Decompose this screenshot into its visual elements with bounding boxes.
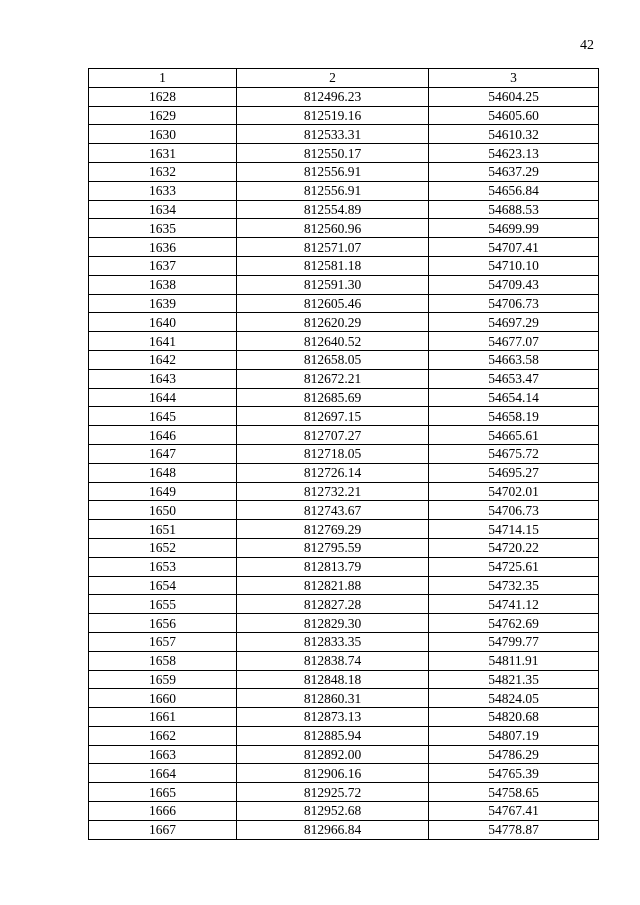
table-row: [89, 614, 599, 633]
table-row: [89, 520, 599, 539]
table-row: [89, 708, 599, 727]
x-coordinate-cell: 812581.18: [237, 256, 429, 275]
x-coordinate-cell: 812496.23: [237, 87, 429, 106]
y-coordinate-cell: 54605.60: [429, 106, 599, 125]
x-coordinate-cell: 812885.94: [237, 726, 429, 745]
y-coordinate-cell: 54821.35: [429, 670, 599, 689]
y-coordinate-cell: 54811.91: [429, 651, 599, 670]
table-row: [89, 651, 599, 670]
x-coordinate-cell: 812743.67: [237, 501, 429, 520]
table-row: [89, 369, 599, 388]
table-row: [89, 407, 599, 426]
table-row: [89, 426, 599, 445]
table-body: [89, 87, 599, 839]
point-number-cell: 1630: [89, 125, 237, 144]
y-coordinate-cell: 54709.43: [429, 275, 599, 294]
table-row: [89, 238, 599, 257]
table-row: [89, 576, 599, 595]
point-number-cell: 1647: [89, 444, 237, 463]
y-coordinate-cell: 54658.19: [429, 407, 599, 426]
table-row: [89, 350, 599, 369]
point-number-cell: 1656: [89, 614, 237, 633]
point-number-cell: 1640: [89, 313, 237, 332]
x-coordinate-cell: 812718.05: [237, 444, 429, 463]
x-coordinate-cell: 812556.91: [237, 162, 429, 181]
table-row: [89, 726, 599, 745]
x-coordinate-cell: 812952.68: [237, 802, 429, 821]
x-coordinate-cell: 812533.31: [237, 125, 429, 144]
table-row: [89, 444, 599, 463]
x-coordinate-cell: 812605.46: [237, 294, 429, 313]
table-row: [89, 557, 599, 576]
y-coordinate-cell: 54653.47: [429, 369, 599, 388]
y-coordinate-cell: 54714.15: [429, 520, 599, 539]
column-header-3: 3: [429, 69, 599, 88]
point-number-cell: 1664: [89, 764, 237, 783]
y-coordinate-cell: 54799.77: [429, 632, 599, 651]
table-row: [89, 764, 599, 783]
point-number-cell: 1637: [89, 256, 237, 275]
point-number-cell: 1648: [89, 463, 237, 482]
table-row: [89, 388, 599, 407]
table-row: [89, 595, 599, 614]
x-coordinate-cell: 812571.07: [237, 238, 429, 257]
table-row: [89, 632, 599, 651]
table-row: [89, 200, 599, 219]
table-row: [89, 275, 599, 294]
x-coordinate-cell: 812672.21: [237, 369, 429, 388]
y-coordinate-cell: 54665.61: [429, 426, 599, 445]
x-coordinate-cell: 812726.14: [237, 463, 429, 482]
y-coordinate-cell: 54778.87: [429, 820, 599, 839]
x-coordinate-cell: 812640.52: [237, 332, 429, 351]
point-number-cell: 1654: [89, 576, 237, 595]
point-number-cell: 1639: [89, 294, 237, 313]
y-coordinate-cell: 54656.84: [429, 181, 599, 200]
point-number-cell: 1653: [89, 557, 237, 576]
point-number-cell: 1642: [89, 350, 237, 369]
point-number-cell: 1659: [89, 670, 237, 689]
x-coordinate-cell: 812795.59: [237, 538, 429, 557]
point-number-cell: 1634: [89, 200, 237, 219]
column-header-1: 1: [89, 69, 237, 88]
point-number-cell: 1638: [89, 275, 237, 294]
point-number-cell: 1635: [89, 219, 237, 238]
point-number-cell: 1632: [89, 162, 237, 181]
point-number-cell: 1643: [89, 369, 237, 388]
table-row: [89, 820, 599, 839]
y-coordinate-cell: 54706.73: [429, 501, 599, 520]
y-coordinate-cell: 54707.41: [429, 238, 599, 257]
table-row: [89, 313, 599, 332]
point-number-cell: 1667: [89, 820, 237, 839]
x-coordinate-cell: 812925.72: [237, 783, 429, 802]
point-number-cell: 1662: [89, 726, 237, 745]
y-coordinate-cell: 54677.07: [429, 332, 599, 351]
y-coordinate-cell: 54824.05: [429, 689, 599, 708]
table-row: [89, 482, 599, 501]
table-row: [89, 670, 599, 689]
x-coordinate-cell: 812707.27: [237, 426, 429, 445]
y-coordinate-cell: 54786.29: [429, 745, 599, 764]
table-row: [89, 181, 599, 200]
coordinates-table: [88, 68, 599, 840]
y-coordinate-cell: 54697.29: [429, 313, 599, 332]
point-number-cell: 1652: [89, 538, 237, 557]
y-coordinate-cell: 54604.25: [429, 87, 599, 106]
x-coordinate-cell: 812860.31: [237, 689, 429, 708]
point-number-cell: 1663: [89, 745, 237, 764]
y-coordinate-cell: 54732.35: [429, 576, 599, 595]
table-row: [89, 538, 599, 557]
point-number-cell: 1633: [89, 181, 237, 200]
table-row: [89, 144, 599, 163]
point-number-cell: 1655: [89, 595, 237, 614]
y-coordinate-cell: 54695.27: [429, 463, 599, 482]
point-number-cell: 1661: [89, 708, 237, 727]
x-coordinate-cell: 812873.13: [237, 708, 429, 727]
point-number-cell: 1657: [89, 632, 237, 651]
y-coordinate-cell: 54702.01: [429, 482, 599, 501]
table-row: [89, 256, 599, 275]
y-coordinate-cell: 54725.61: [429, 557, 599, 576]
point-number-cell: 1650: [89, 501, 237, 520]
x-coordinate-cell: 812519.16: [237, 106, 429, 125]
y-coordinate-cell: 54758.65: [429, 783, 599, 802]
point-number-cell: 1666: [89, 802, 237, 821]
point-number-cell: 1651: [89, 520, 237, 539]
point-number-cell: 1658: [89, 651, 237, 670]
point-number-cell: 1644: [89, 388, 237, 407]
x-coordinate-cell: 812556.91: [237, 181, 429, 200]
point-number-cell: 1645: [89, 407, 237, 426]
y-coordinate-cell: 54610.32: [429, 125, 599, 144]
x-coordinate-cell: 812554.89: [237, 200, 429, 219]
y-coordinate-cell: 54741.12: [429, 595, 599, 614]
point-number-cell: 1646: [89, 426, 237, 445]
x-coordinate-cell: 812829.30: [237, 614, 429, 633]
x-coordinate-cell: 812906.16: [237, 764, 429, 783]
point-number-cell: 1628: [89, 87, 237, 106]
point-number-cell: 1649: [89, 482, 237, 501]
point-number-cell: 1660: [89, 689, 237, 708]
table-row: [89, 162, 599, 181]
y-coordinate-cell: 54654.14: [429, 388, 599, 407]
y-coordinate-cell: 54720.22: [429, 538, 599, 557]
y-coordinate-cell: 54706.73: [429, 294, 599, 313]
point-number-cell: 1631: [89, 144, 237, 163]
x-coordinate-cell: 812892.00: [237, 745, 429, 764]
y-coordinate-cell: 54767.41: [429, 802, 599, 821]
table-row: [89, 219, 599, 238]
x-coordinate-cell: 812620.29: [237, 313, 429, 332]
x-coordinate-cell: 812769.29: [237, 520, 429, 539]
y-coordinate-cell: 54623.13: [429, 144, 599, 163]
column-header-2: 2: [237, 69, 429, 88]
y-coordinate-cell: 54710.10: [429, 256, 599, 275]
y-coordinate-cell: 54765.39: [429, 764, 599, 783]
table-row: [89, 294, 599, 313]
y-coordinate-cell: 54637.29: [429, 162, 599, 181]
table-row: [89, 463, 599, 482]
x-coordinate-cell: 812685.69: [237, 388, 429, 407]
x-coordinate-cell: 812697.15: [237, 407, 429, 426]
x-coordinate-cell: 812560.96: [237, 219, 429, 238]
y-coordinate-cell: 54807.19: [429, 726, 599, 745]
x-coordinate-cell: 812591.30: [237, 275, 429, 294]
x-coordinate-cell: 812550.17: [237, 144, 429, 163]
y-coordinate-cell: 54663.58: [429, 350, 599, 369]
x-coordinate-cell: 812838.74: [237, 651, 429, 670]
y-coordinate-cell: 54820.68: [429, 708, 599, 727]
page-number: 42: [580, 38, 594, 53]
point-number-cell: 1629: [89, 106, 237, 125]
y-coordinate-cell: 54699.99: [429, 219, 599, 238]
table-header-row: [89, 69, 599, 88]
x-coordinate-cell: 812658.05: [237, 350, 429, 369]
table-row: [89, 106, 599, 125]
table-row: [89, 802, 599, 821]
table-row: [89, 783, 599, 802]
table-row: [89, 745, 599, 764]
x-coordinate-cell: 812848.18: [237, 670, 429, 689]
point-number-cell: 1641: [89, 332, 237, 351]
x-coordinate-cell: 812833.35: [237, 632, 429, 651]
table-row: [89, 87, 599, 106]
table-row: [89, 125, 599, 144]
x-coordinate-cell: 812827.28: [237, 595, 429, 614]
table-row: [89, 332, 599, 351]
x-coordinate-cell: 812813.79: [237, 557, 429, 576]
y-coordinate-cell: 54688.53: [429, 200, 599, 219]
point-number-cell: 1636: [89, 238, 237, 257]
x-coordinate-cell: 812821.88: [237, 576, 429, 595]
y-coordinate-cell: 54762.69: [429, 614, 599, 633]
point-number-cell: 1665: [89, 783, 237, 802]
x-coordinate-cell: 812966.84: [237, 820, 429, 839]
y-coordinate-cell: 54675.72: [429, 444, 599, 463]
table-row: [89, 689, 599, 708]
table-row: [89, 501, 599, 520]
x-coordinate-cell: 812732.21: [237, 482, 429, 501]
